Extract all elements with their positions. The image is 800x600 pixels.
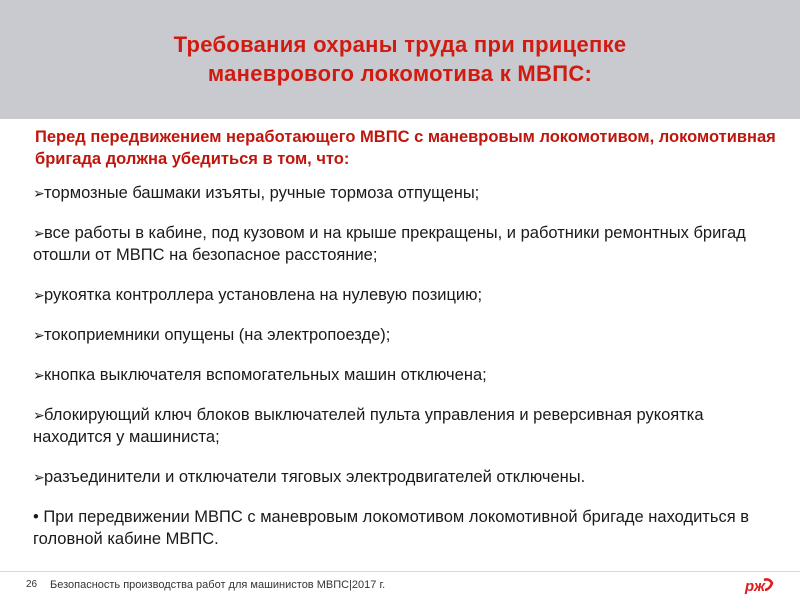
arrow-bullet-icon: ➢ [33,367,45,383]
list-item-text: кнопка выключателя вспомогательных машин отключена; [44,366,487,384]
list-item [33,466,778,488]
list-item [33,284,778,306]
intro-paragraph [35,126,778,170]
slide-title [60,30,740,88]
rzd-logo-icon [734,572,776,598]
arrow-bullet-icon: ➢ [33,185,45,201]
svg-text:рж: рж [744,578,766,595]
list-item [33,404,778,448]
list-item-text: разъединители и отключатели тяговых электродвигателей отключены. [44,468,586,486]
final-note: • При передвижении МВПС с маневровым локомотивом локомотивной бригаде находиться в головной кабине МВПС. [33,508,749,548]
arrow-bullet-icon: ➢ [33,287,45,303]
list-item [33,182,778,204]
title-line-2: маневрового локомотива к МВПС: [207,61,593,86]
title-line-1: Требования охраны труда при прицепке [173,32,627,57]
list-item-text: блокирующий ключ блоков выключателей пульта управления и реверсивная рукоятка находится у машиниста; [33,406,704,446]
list-item [33,222,778,266]
arrow-bullet-icon: ➢ [33,225,45,241]
arrow-bullet-icon: ➢ [33,469,45,485]
arrow-bullet-icon: ➢ [33,407,45,423]
list-item [33,324,778,346]
footer-text: Безопасность производства работ для машинистов МВПС|2017 г. [50,579,386,591]
page-number: 26 [26,579,38,590]
footer-divider [0,571,800,572]
list-item-text: рукоятка контроллера установлена на нулевую позицию; [44,286,483,304]
list-item-text: все работы в кабине, под кузовом и на крыше прекращены, и работники ремонтных бригад отошли от МВПС на безопасное расстояние; [33,224,746,264]
list-item-text: токоприемники опущены (на электропоезде); [44,326,391,344]
slide-content [33,126,778,550]
list-item-text: тормозные башмаки изъяты, ручные тормоза отпущены; [44,184,480,202]
intro-text: Перед передвижением неработающего МВПС с маневровым локомотивом, локомотивная бригада должна убедиться в том, что: [35,128,776,168]
arrow-bullet-icon: ➢ [33,327,45,343]
list-item [33,364,778,386]
